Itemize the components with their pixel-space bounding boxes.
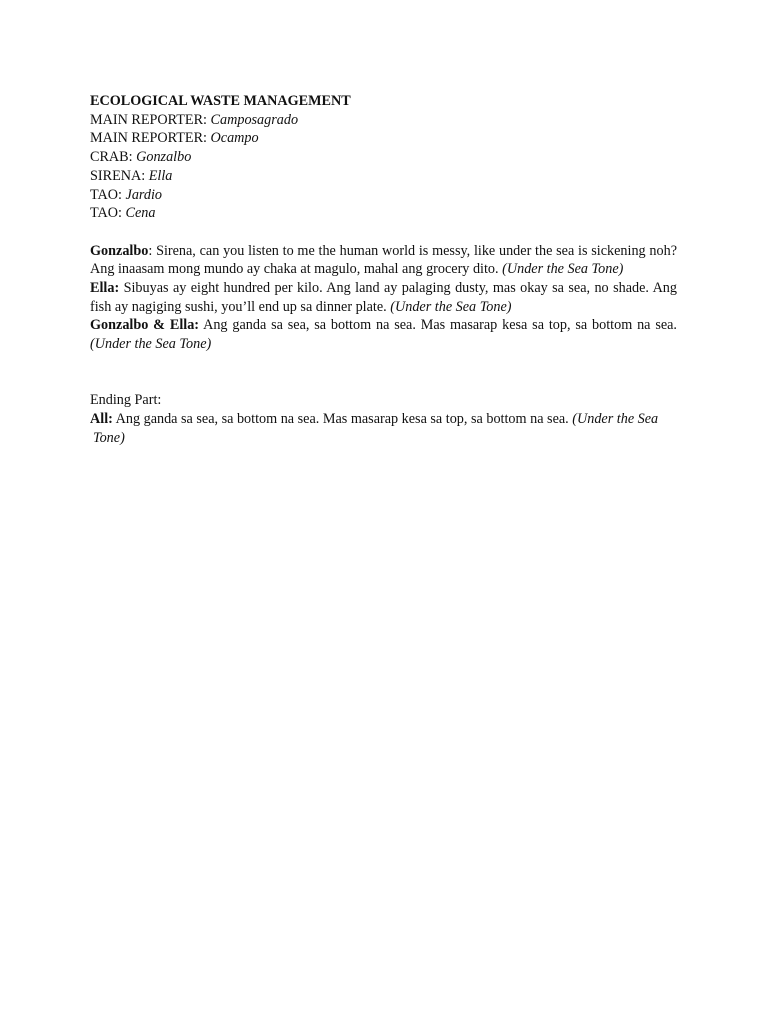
tone-note: (Under the Sea Tone) [90,336,212,353]
dialogue-line [90,242,677,279]
speaker-separator: : [148,242,153,259]
cast-name: Gonzalbo [136,149,192,166]
tone-note: (Under the Sea Tone) [390,298,512,315]
dialogue-text: Sirena, can you listen to me the human world is messy, like under the sea is sickening noh? Ang inaasam mong mundo ay chaka at magulo, mahal ang grocery dito. [90,242,677,278]
ending-line [90,410,677,429]
tone-note: (Under the Sea [572,410,659,427]
speaker-name: All: [90,410,113,427]
cast-role: MAIN REPORTER: [90,130,207,147]
cast-role: MAIN REPORTER: [90,111,207,128]
cast-item [90,148,677,167]
cast-name: Camposagrado [210,111,299,128]
cast-item [90,186,677,205]
dialogue-section [90,242,677,354]
cast-item [90,111,677,130]
dialogue-text: Ang ganda sa sea, sa bottom na sea. Mas masarap kesa sa top, sa bottom na sea. [112,410,573,427]
dialogue-line [90,316,677,353]
dialogue-text: Ang ganda sa sea, sa bottom na sea. Mas masarap kesa sa top, sa bottom na sea. [199,317,677,334]
cast-item [90,204,677,223]
speaker-name: Ella: [90,280,120,297]
cast-name: Ella [148,167,173,184]
cast-name: Jardio [125,186,163,203]
cast-role: CRAB: [90,149,133,166]
tone-note-continued: Tone) [93,429,125,446]
cast-list [90,111,677,223]
cast-role: TAO: [90,205,122,222]
cast-name: Ocampo [210,130,259,147]
cast-item [90,129,677,148]
dialogue-line [90,279,677,316]
document-title: ECOLOGICAL WASTE MANAGEMENT [90,93,351,109]
dialogue-text: Sibuyas ay eight hundred per kilo. Ang land ay palaging dusty, mas okay sa sea, no shade. Ang fish ay nagiging sushi, you’ll end up sa dinner plate. [90,280,677,315]
ending-section [90,391,677,447]
speaker-name: Gonzalbo [90,242,149,259]
ending-heading: Ending Part: [90,392,162,409]
cast-role: SIRENA: [90,167,146,184]
cast-role: TAO: [90,186,122,203]
cast-name: Cena [125,205,156,222]
tone-note: (Under the Sea Tone) [502,261,624,278]
document-page [90,92,677,447]
cast-item [90,167,677,186]
speaker-name: Gonzalbo & Ella: [90,317,200,334]
